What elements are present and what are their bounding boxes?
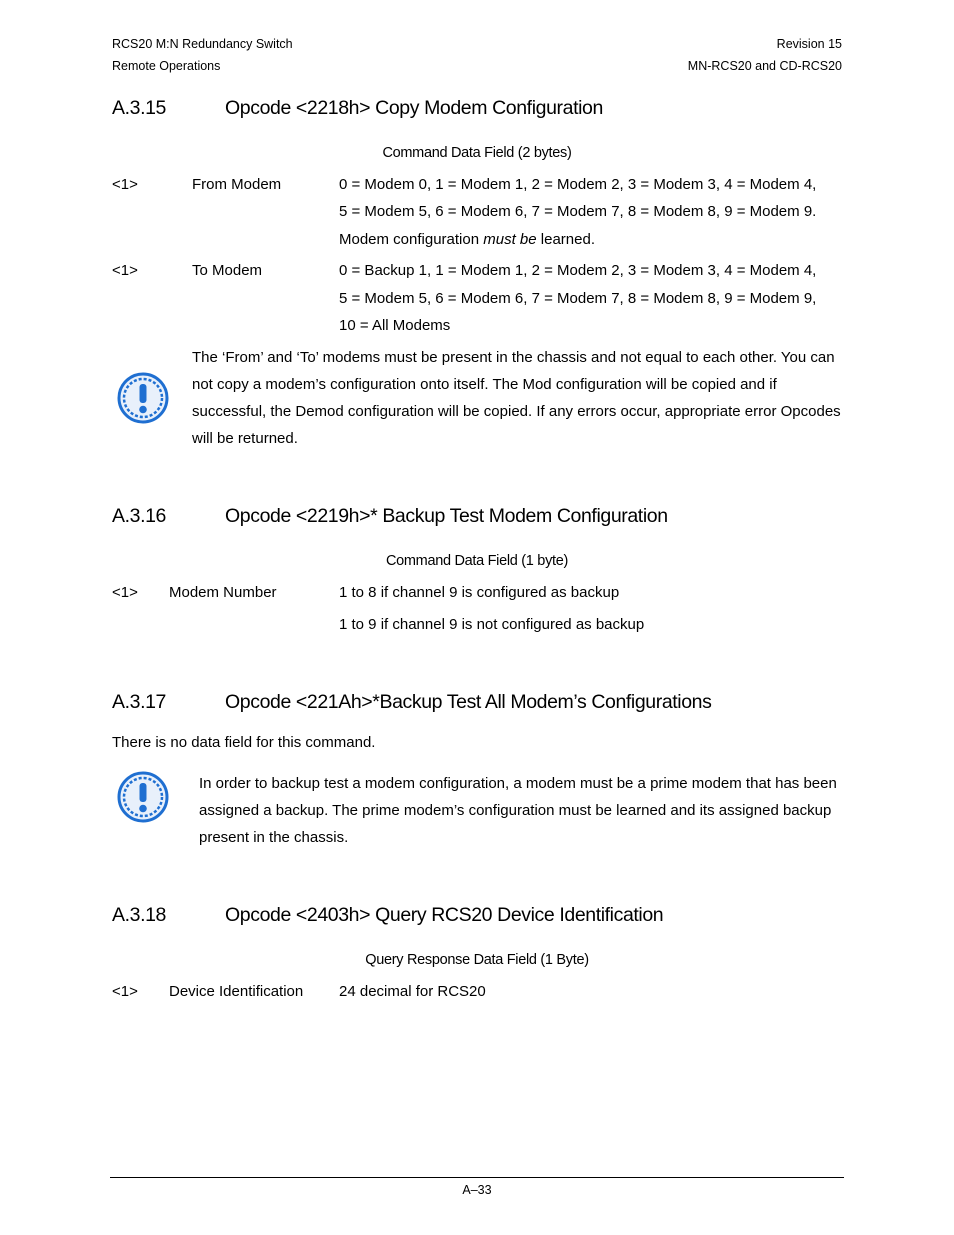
field-desc-line: 1 to 9 if channel 9 is not configured as backup <box>339 616 645 633</box>
byte-label: <1> <box>112 983 138 1000</box>
field-desc-line: 5 = Modem 5, 6 = Modem 6, 7 = Modem 7, 8 = Modem 8, 9 = Modem 9, <box>339 290 817 307</box>
table-caption: Command Data Field (2 bytes) <box>382 145 572 161</box>
section-number: A.3.16 <box>112 505 166 527</box>
field-desc-line: 24 decimal for RCS20 <box>339 983 486 1000</box>
field-name: Device Identification <box>169 983 304 1000</box>
section-title: Opcode <221Ah>*Backup Test All Modem’s Configurations <box>225 691 712 713</box>
header-docnum: MN-RCS20 and CD-RCS20 <box>687 59 842 73</box>
note-text: The ‘From’ and ‘To’ modems must be present in the chassis and not equal to each other. You can not copy a modem’s configuration onto itself. The Mod configuration will be copied and if successful, the Demod configuration will be copied. If any errors occur, appropriate error Opcodes will be returned. <box>192 349 841 447</box>
field-desc-line: Modem configuration must be learned. <box>339 231 595 248</box>
field-name: To Modem <box>192 262 263 279</box>
page-number: A–33 <box>462 1183 492 1197</box>
body-text: There is no data field for this command. <box>112 734 376 751</box>
field-desc-line: 5 = Modem 5, 6 = Modem 6, 7 = Modem 7, 8 = Modem 8, 9 = Modem 9. <box>339 203 817 220</box>
header-title: RCS20 M:N Redundancy Switch <box>112 37 293 51</box>
emphasis-text: must be <box>483 231 537 248</box>
section-number: A.3.15 <box>112 97 166 119</box>
section-number: A.3.17 <box>112 691 166 713</box>
section-title: Opcode <2218h> Copy Modem Configuration <box>225 97 603 119</box>
header-revision: Revision 15 <box>776 37 842 51</box>
section-heading-a316 <box>112 505 852 531</box>
section-heading-a315 <box>112 97 852 123</box>
byte-label: <1> <box>112 262 138 279</box>
field-name: Modem Number <box>169 584 277 601</box>
section-heading-a318 <box>112 904 852 930</box>
field-desc-line: 0 = Backup 1, 1 = Modem 1, 2 = Modem 2, 3 = Modem 3, 4 = Modem 4, <box>339 262 817 279</box>
exclamation-circle-icon <box>116 371 170 425</box>
section-number: A.3.18 <box>112 904 166 926</box>
footer-divider <box>110 1177 844 1178</box>
table-caption: Command Data Field (1 byte) <box>385 553 569 569</box>
field-desc-line: 10 = All Modems <box>339 317 451 334</box>
table-caption: Query Response Data Field (1 Byte) <box>365 952 589 968</box>
byte-label: <1> <box>112 584 138 601</box>
byte-label: <1> <box>112 176 138 193</box>
section-title: Opcode <2219h>* Backup Test Modem Configuration <box>225 505 668 527</box>
field-desc-line: 0 = Modem 0, 1 = Modem 1, 2 = Modem 2, 3 = Modem 3, 4 = Modem 4, <box>339 176 817 193</box>
section-heading-a317 <box>112 691 852 717</box>
exclamation-circle-icon <box>116 770 170 824</box>
header-section: Remote Operations <box>112 59 221 73</box>
field-desc-line: 1 to 8 if channel 9 is configured as backup <box>339 584 620 601</box>
field-name: From Modem <box>192 176 282 193</box>
section-title: Opcode <2403h> Query RCS20 Device Identification <box>225 904 664 926</box>
note-text: In order to backup test a modem configuration, a modem must be a prime modem that has been assigned a backup. The prime modem’s configuration must be learned and its assigned backup present in the chassis. <box>199 775 837 846</box>
